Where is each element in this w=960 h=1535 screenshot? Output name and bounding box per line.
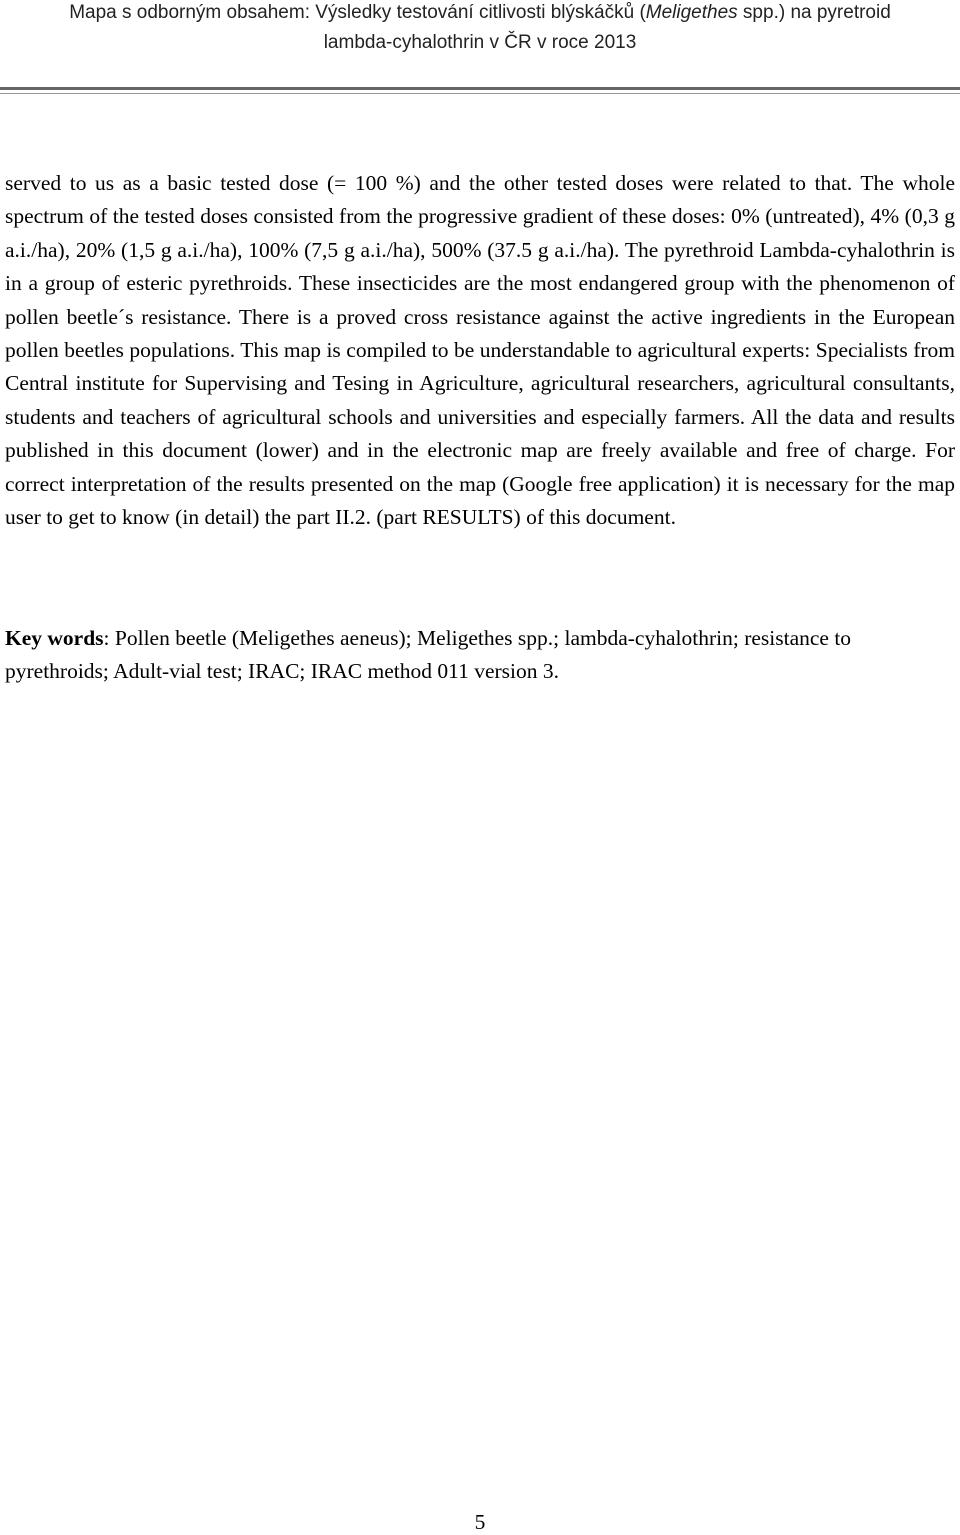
header-line-1 xyxy=(0,0,960,28)
header-line-1-italic: Meligethes xyxy=(645,2,738,23)
keywords xyxy=(5,622,955,689)
page-header xyxy=(0,0,960,58)
header-line-1-post: spp.) na pyretroid xyxy=(737,2,891,23)
body-text xyxy=(5,167,955,534)
header-line-1-pre: Mapa s odborným obsahem: Výsledky testování citlivosti blýskáčků ( xyxy=(69,2,646,23)
keywords-text: : Pollen beetle (Meligethes aeneus); Meligethes spp.; lambda-cyhalothrin; resistance to pyrethroids; Adult-vial test; IRAC; IRAC method 011 version 3. xyxy=(5,626,852,684)
header-line-2: lambda-cyhalothrin v ČR v roce 2013 xyxy=(323,32,637,53)
keywords-label: Key words xyxy=(5,626,104,650)
page-number: 5 xyxy=(474,1510,486,1534)
header-rule-thin xyxy=(0,93,960,94)
header-rule-thick xyxy=(0,87,960,90)
body-paragraph: served to us as a basic tested dose (= 100 %) and the other tested doses were related to that. The whole spectrum of the tested doses consisted from the progressive gradient of these doses: 0% (untreated), 4% (0,3 g a.i./ha), 20% (1,5 g a.i./ha), 100% (7,5 g a.i./ha), 500% (37.5 g a.i./ha). The pyrethroid Lambda-cyhalothrin is in a group of esteric pyrethroids. These insecticides are the most endangered group with the phenomenon of pollen beetle´s resistance. There is a proved cross resistance against the active ingredients in the European pollen beetles populations. This map is compiled to be understandable to agricultural experts: Specialists from Central institute for Supervising and Tesing in Agriculture, agricultural researchers, agricultural consultants, students and teachers of agricultural schools and universities and especially farmers. All the data and results published in this document (lower) and in the electronic map are freely available and free of charge. For correct interpretation of the results presented on the map (Google free application) it is necessary for the map user to get to know (in detail) the part II.2. (part RESULTS) of this document. xyxy=(5,171,955,530)
